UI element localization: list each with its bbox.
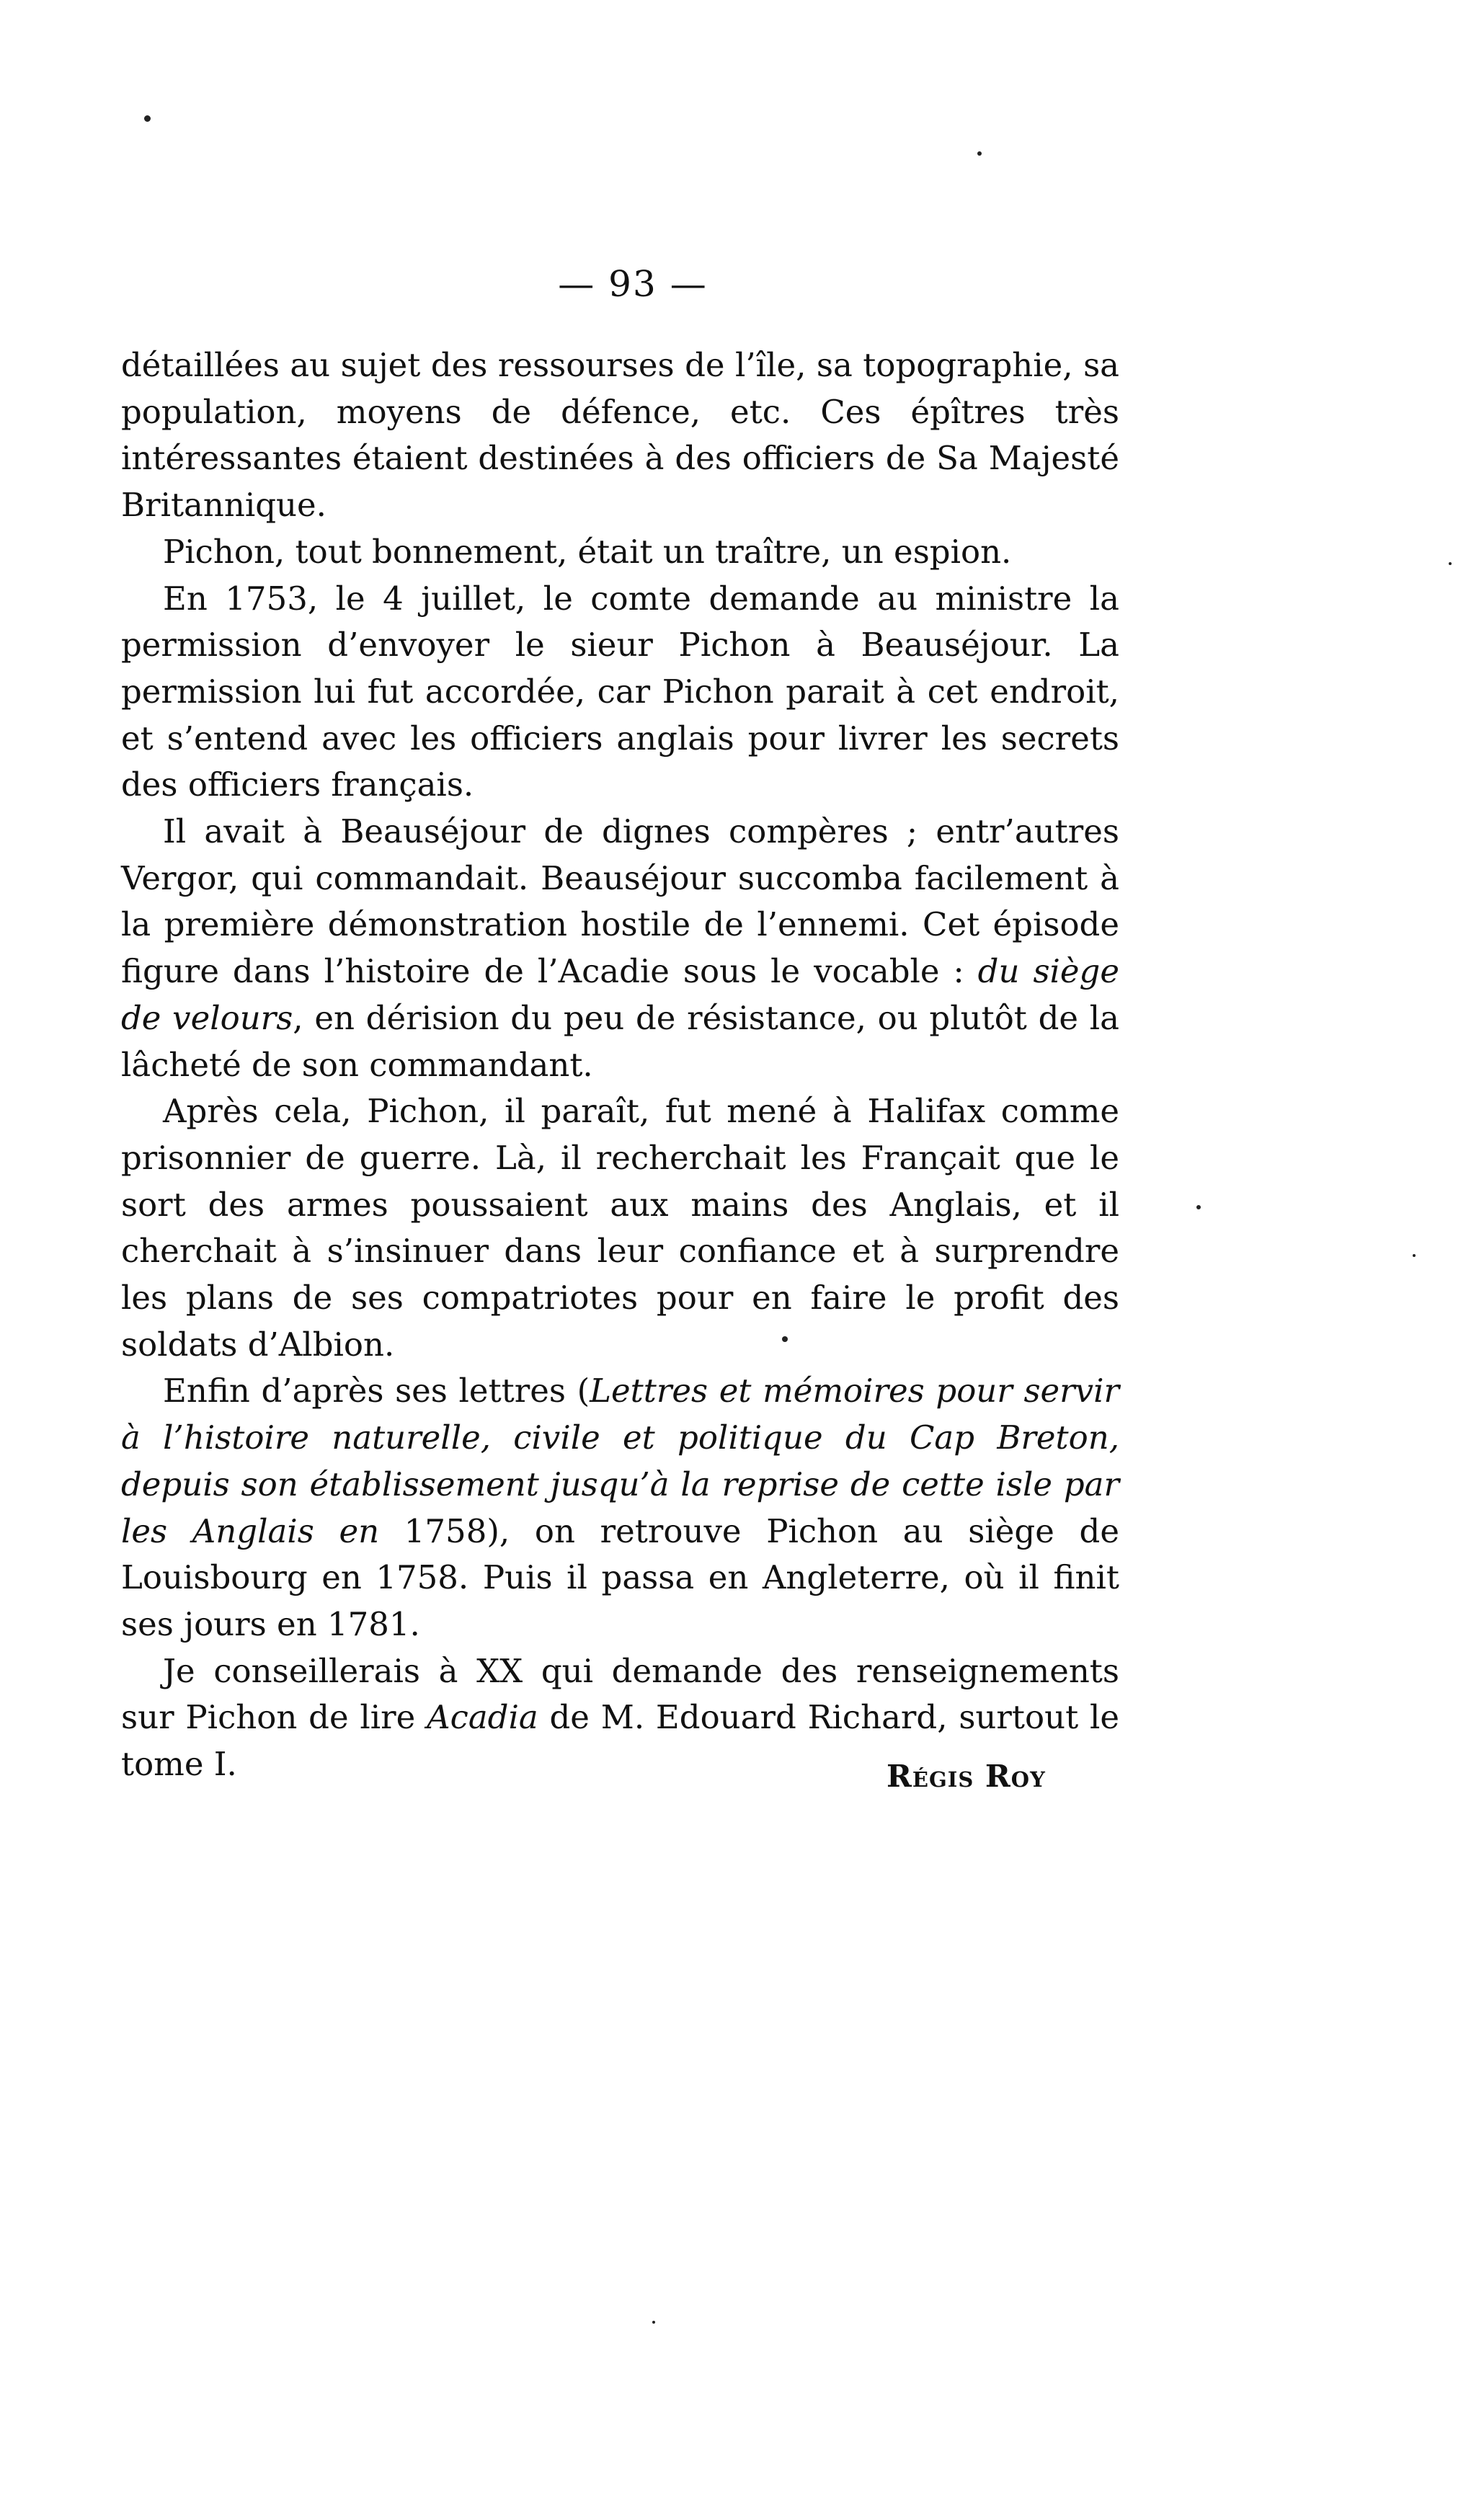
paragraph-7-text-a: Je conseillerais à XX qui demande des renseignements sur Pichon de lire xyxy=(121,1651,1119,1737)
scan-speck xyxy=(977,151,982,156)
paragraph-6 xyxy=(121,1368,1119,1648)
paragraph-1: détaillées au sujet des ressourses de l’île, sa topographie, sa population, moyens de défence, etc. Ces épîtres très intéressantes étaient destinées à des officiers de Sa Majesté Britannique. xyxy=(121,346,1119,525)
scan-speck xyxy=(1413,1254,1416,1257)
paragraph-4-italic-title: du siège de velours xyxy=(121,952,1119,1037)
paragraph-4-text-b: , en dérision du peu de résistance, ou plutôt de la lâcheté de son commandant. xyxy=(121,998,1119,1084)
scan-speck xyxy=(1196,1205,1201,1209)
paragraph-4 xyxy=(121,809,1119,1088)
paragraph-7-italic-title: Acadia xyxy=(427,1698,538,1737)
paragraph-6-text-b: 1758), on retrouve Pichon au siège de Louisbourg en 1758. Puis il passa en Angleterre, où il finit ses jours en 1781. xyxy=(121,1511,1119,1643)
paragraph-3: En 1753, le 4 juillet, le comte demande au ministre la permission d’envoyer le sieur Pichon à Beauséjour. La permission lui fut accordée, car Pichon parait à cet endroit, et s’entend avec les officiers anglais pour livrer les secrets des officiers français. xyxy=(121,579,1119,804)
body-text xyxy=(121,342,1119,1788)
paragraph-5: Après cela, Pichon, il paraît, fut mené à Halifax comme prisonnier de guerre. Là, il recherchait les Françait que le sort des armes poussaient aux mains des Anglais, et il cherchait à s’insinuer dans leur confiance et à surprendre les plans de ses compatriotes pour en faire le profit des soldats d’Albion. xyxy=(121,1092,1119,1364)
paragraph-2: Pichon, tout bonnement, était un traître, un espion. xyxy=(163,532,1012,571)
scan-speck xyxy=(1449,562,1452,565)
paragraph-7-text-b: de M. Edouard Richard, surtout le tome I. xyxy=(121,1698,1119,1784)
paragraph-6-italic-title: Lettres et mémoires pour servir à l’histoire naturelle, civile et politique du Cap Breton, depuis son établissement jusqu’à la reprise de cette isle par les Anglais en xyxy=(121,1372,1119,1550)
scan-speck xyxy=(782,1336,788,1342)
paragraph-6-text-a: Enfin d’après ses lettres ( xyxy=(163,1372,590,1410)
author-signature: Régis Roy xyxy=(887,1759,1046,1794)
page-number: — 93 — xyxy=(558,263,708,305)
paragraph-4-text-a: Il avait à Beauséjour de dignes compères ; entr’autres Vergor, qui commandait. Beauséjour succomba facilement à la première démonstration hostile de l’ennemi. Cet épisode figure dans l’histoire de l’Acadie sous le vocable : xyxy=(121,812,1119,991)
scan-speck xyxy=(144,115,151,122)
scan-speck xyxy=(652,2321,655,2324)
